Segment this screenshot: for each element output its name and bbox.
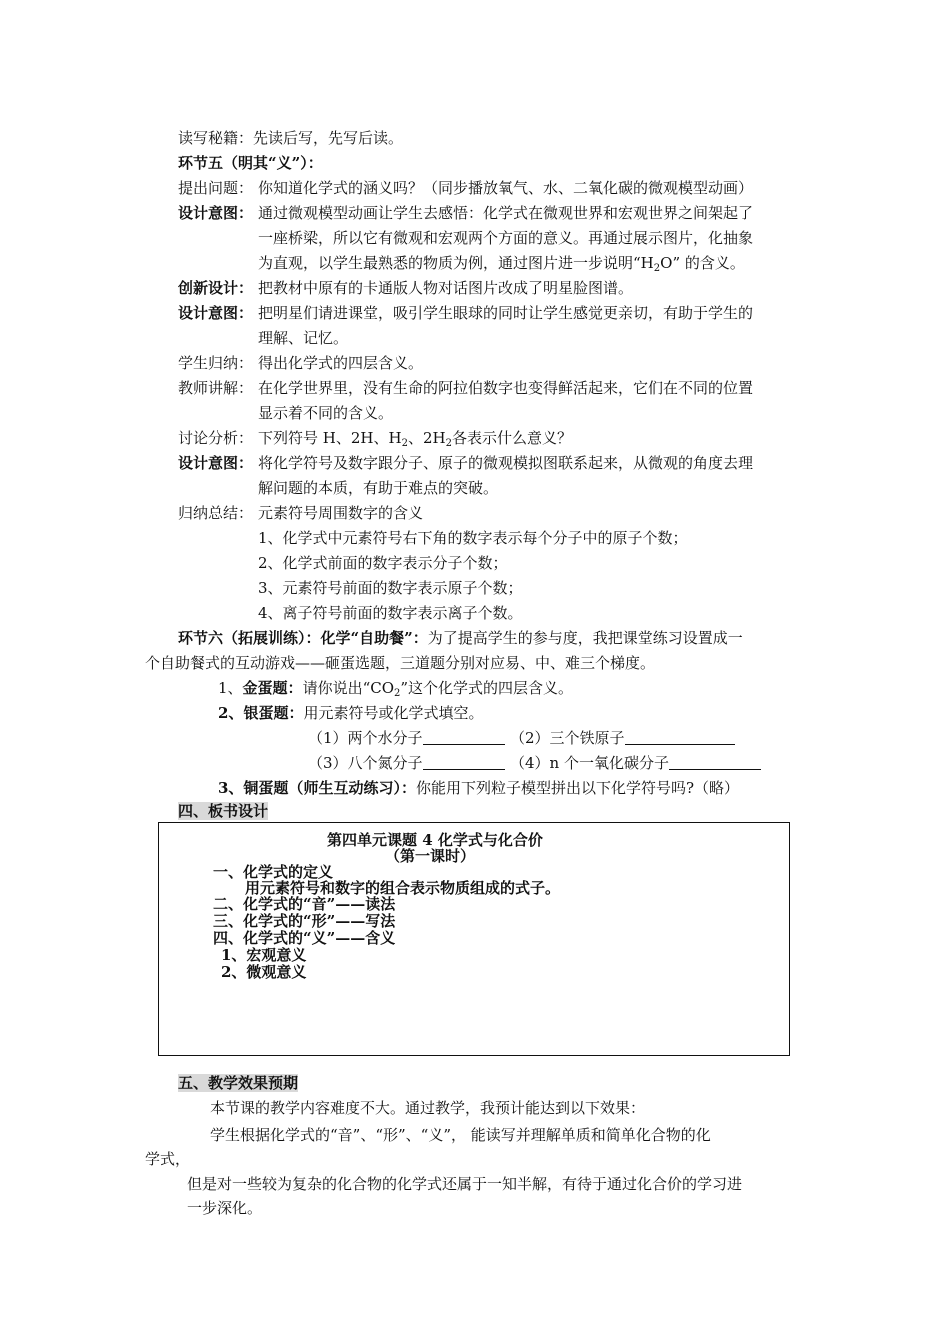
effect-paragraph: 学生根据化学式的“音”、“形”、“义”， 能读写并理解单质和简单化合物的化 <box>210 1126 711 1144</box>
design-intent-line: 一座桥梁，所以它有微观和宏观两个方面的意义。再通过展示图片，化抽象 <box>258 229 754 247</box>
bronze-egg-question <box>218 777 739 799</box>
design-intent-line: 通过微观模型动画让学生去感悟：化学式在微观世界和宏观世界之间架起了 <box>258 204 754 222</box>
silver-egg-question <box>218 702 483 724</box>
text-run: 各表示什么意义？ <box>451 429 572 447</box>
question-label: 提出问题： <box>178 179 254 197</box>
teacher-explain-label: 教师讲解： <box>178 379 254 397</box>
text-run: 请你说出“CO <box>302 679 395 697</box>
fill-label: （4）n 个一氧化碳分子 <box>510 754 669 772</box>
question-text: 你知道化学式的涵义吗？（同步播放氧气、水、二氧化碳的微观模型动画） <box>258 179 754 197</box>
subscript: 2 <box>394 688 401 699</box>
design-intent-line: 把明星们请进课堂，吸引学生眼球的同时让学生感觉更亲切，有助于学生的 <box>258 304 754 322</box>
item-number: 2、 <box>218 704 244 722</box>
design-intent-line: 解问题的本质，有助于难点的突破。 <box>258 479 499 497</box>
text-run: O” 的含义。 <box>660 254 745 272</box>
fill-label: （1）两个水分子 <box>308 729 423 747</box>
board-item: 一、化学式的定义 <box>213 863 334 881</box>
fill-item-3 <box>308 752 505 774</box>
rule-item: 3、元素符号前面的数字表示原子个数； <box>258 579 523 597</box>
section-heading-6: 环节六（拓展训练）：化学“自助餐”： <box>178 629 428 647</box>
answer-blank[interactable] <box>669 754 761 770</box>
section-heading-effect <box>178 1072 298 1094</box>
design-intent-line <box>258 252 745 280</box>
gold-egg-label: 金蛋题： <box>242 679 303 697</box>
design-intent-label: 设计意图： <box>178 304 254 322</box>
board-definition: 用元素符号和数字的组合表示物质组成的式子。 <box>245 879 561 897</box>
design-intent-line: 理解、记忆。 <box>258 329 349 347</box>
board-item: 三、化学式的“形”——写法 <box>213 912 396 930</box>
item-number: 1、 <box>218 679 243 697</box>
conclusion-text: 元素符号周围数字的含义 <box>258 504 424 522</box>
answer-blank[interactable] <box>423 729 505 745</box>
subscript: 2 <box>401 438 408 449</box>
bronze-egg-label: 3、铜蛋题（师生互动练习）： <box>218 779 416 797</box>
heading-text: 四、板书设计 <box>178 802 269 820</box>
heading-text: 五、教学效果预期 <box>178 1074 299 1092</box>
gold-egg-question <box>218 677 573 705</box>
board-item: 二、化学式的“音”——读法 <box>213 895 396 913</box>
design-intent-label: 设计意图： <box>178 454 254 472</box>
reading-tip: 读写秘籍：先读后写，先写后读。 <box>178 129 404 147</box>
innovation-label: 创新设计： <box>178 279 254 297</box>
fill-item-1 <box>308 727 505 749</box>
answer-blank[interactable] <box>423 754 505 770</box>
board-design-box <box>158 822 790 1056</box>
fill-item-4 <box>510 752 761 774</box>
innovation-text: 把教材中原有的卡通版人物对话图片改成了明星脸图谱。 <box>258 279 634 297</box>
section6-intro-cont: 个自助餐式的互动游戏——砸蛋选题，三道题分别对应易、中、难三个梯度。 <box>145 654 656 672</box>
discussion-text <box>258 427 572 455</box>
subscript: 2 <box>445 438 452 449</box>
fill-label: （2）三个铁原子 <box>510 729 625 747</box>
text-run: 为直观，以学生最熟悉的物质为例，通过图片进一步说明“H <box>258 254 654 272</box>
text-run: 下列符号 H、2H、H <box>258 429 402 447</box>
text-run: ”这个化学式的四层含义。 <box>400 679 574 697</box>
effect-paragraph: 但是对一些较为复杂的化合物的化学式还属于一知半解，有待于通过化合价的学习进 <box>187 1175 743 1193</box>
student-summary-label: 学生归纳： <box>178 354 254 372</box>
teacher-explain-line: 在化学世界里，没有生命的阿拉伯数字也变得鲜活起来，它们在不同的位置 <box>258 379 754 397</box>
board-subitem: 2、微观意义 <box>221 963 307 981</box>
conclusion-label: 归纳总结： <box>178 504 254 522</box>
fill-item-2 <box>510 727 735 749</box>
design-intent-label: 设计意图： <box>178 204 254 222</box>
section6-intro <box>178 627 743 649</box>
answer-blank[interactable] <box>625 729 735 745</box>
board-title: 第四单元课题 4 化学式与化合价 <box>327 831 543 849</box>
board-subitem: 1、宏观意义 <box>221 946 307 964</box>
text-run: 为了提高学生的参与度，我把课堂练习设置成一 <box>427 629 743 647</box>
effect-paragraph: 本节课的教学内容难度不大。通过教学，我预计能达到以下效果： <box>210 1099 646 1117</box>
silver-egg-label: 银蛋题： <box>243 704 304 722</box>
text-run: 、2H <box>407 429 446 447</box>
student-summary-text: 得出化学式的四层含义。 <box>258 354 424 372</box>
design-intent-line: 将化学符号及数字跟分子、原子的微观模拟图联系起来，从微观的角度去理 <box>258 454 754 472</box>
section-heading-board <box>178 800 268 822</box>
section-heading-5: 环节五（明其“义”）： <box>178 154 323 172</box>
subscript: 2 <box>653 263 661 274</box>
effect-paragraph-cont: 学式， <box>145 1150 191 1168</box>
rule-item: 2、化学式前面的数字表示分子个数； <box>258 554 508 572</box>
teacher-explain-line: 显示着不同的含义。 <box>258 404 394 422</box>
discussion-label: 讨论分析： <box>178 429 254 447</box>
effect-paragraph-cont: 一步深化。 <box>187 1199 263 1217</box>
rule-item: 1、化学式中元素符号右下角的数字表示每个分子中的原子个数； <box>258 529 688 547</box>
rule-item: 4、离子符号前面的数字表示离子个数。 <box>258 604 523 622</box>
board-item: 四、化学式的“义”——含义 <box>213 929 396 947</box>
text-run: 用元素符号或化学式填空。 <box>303 704 484 722</box>
fill-label: （3）八个氮分子 <box>308 754 423 772</box>
board-subtitle: （第一课时） <box>385 847 476 865</box>
text-run: 你能用下列粒子模型拼出以下化学符号吗?（略） <box>415 779 739 797</box>
